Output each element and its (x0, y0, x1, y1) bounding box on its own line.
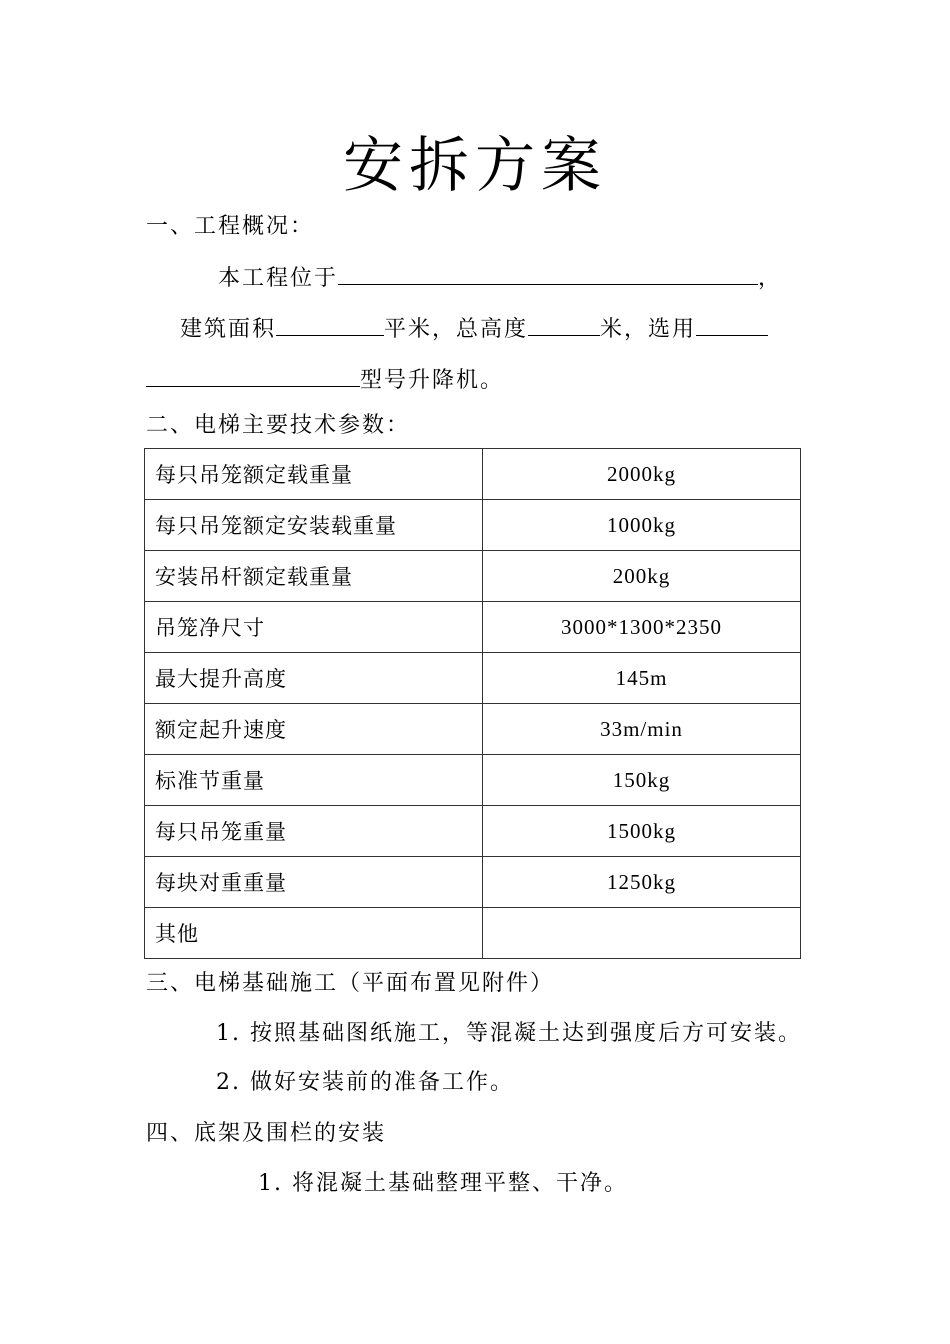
param-value: 2000kg (483, 449, 801, 500)
document-title: 安拆方案 (343, 131, 607, 201)
location-blank[interactable] (338, 262, 758, 285)
param-value: 1250kg (483, 857, 801, 908)
table-row (145, 704, 801, 755)
section-4-item-1: 1. 将混凝土基础整理平整、干净。 (258, 1171, 628, 1196)
height-label: 平米，总高度 (384, 317, 529, 342)
param-value: 1500kg (483, 806, 801, 857)
table-row (145, 602, 801, 653)
section-2-heading: 二、电梯主要技术参数： (146, 413, 411, 438)
param-label: 安装吊杆额定载重量 (145, 551, 483, 602)
model-label: 米，选用 (600, 317, 697, 342)
table-row (145, 500, 801, 551)
project-location-line (218, 262, 782, 294)
model-blank-2[interactable] (146, 364, 360, 387)
param-label: 标准节重量 (145, 755, 483, 806)
param-label: 每只吊笼重量 (145, 806, 483, 857)
param-value: 150kg (483, 755, 801, 806)
table-row (145, 449, 801, 500)
area-label: 建筑面积 (180, 317, 277, 342)
section-3-heading: 三、电梯基础施工（平面布置见附件） (146, 971, 555, 996)
param-label: 额定起升速度 (145, 704, 483, 755)
param-label: 每只吊笼额定载重量 (145, 449, 483, 500)
param-value: 1000kg (483, 500, 801, 551)
section-3-item-1: 1. 按照基础图纸施工，等混凝土达到强度后方可安装。 (216, 1021, 802, 1046)
param-value: 200kg (483, 551, 801, 602)
param-value: 33m/min (483, 704, 801, 755)
param-label: 最大提升高度 (145, 653, 483, 704)
table-row (145, 806, 801, 857)
section-3-item-2: 2. 做好安装前的准备工作。 (216, 1070, 514, 1095)
param-label: 每只吊笼额定安装载重量 (145, 500, 483, 551)
area-blank[interactable] (276, 313, 384, 336)
param-label: 吊笼净尺寸 (145, 602, 483, 653)
project-model-line (146, 364, 504, 396)
param-value: 145m (483, 653, 801, 704)
table-row (145, 755, 801, 806)
table-row (145, 857, 801, 908)
height-blank[interactable] (528, 313, 600, 336)
table-row (145, 908, 801, 959)
model-blank-1[interactable] (696, 313, 768, 336)
location-label: 本工程位于 (218, 266, 339, 291)
param-value (483, 908, 801, 959)
project-area-line (180, 313, 768, 345)
location-comma: ， (758, 266, 783, 291)
section-1-heading: 一、工程概况： (146, 214, 315, 239)
param-value: 3000*1300*2350 (483, 602, 801, 653)
table-row (145, 653, 801, 704)
param-label: 每块对重重量 (145, 857, 483, 908)
section-4-heading: 四、底架及围栏的安装 (146, 1121, 387, 1146)
tech-params-table (144, 448, 801, 959)
model-suffix: 型号升降机。 (360, 368, 505, 393)
param-label: 其他 (145, 908, 483, 959)
table-row (145, 551, 801, 602)
